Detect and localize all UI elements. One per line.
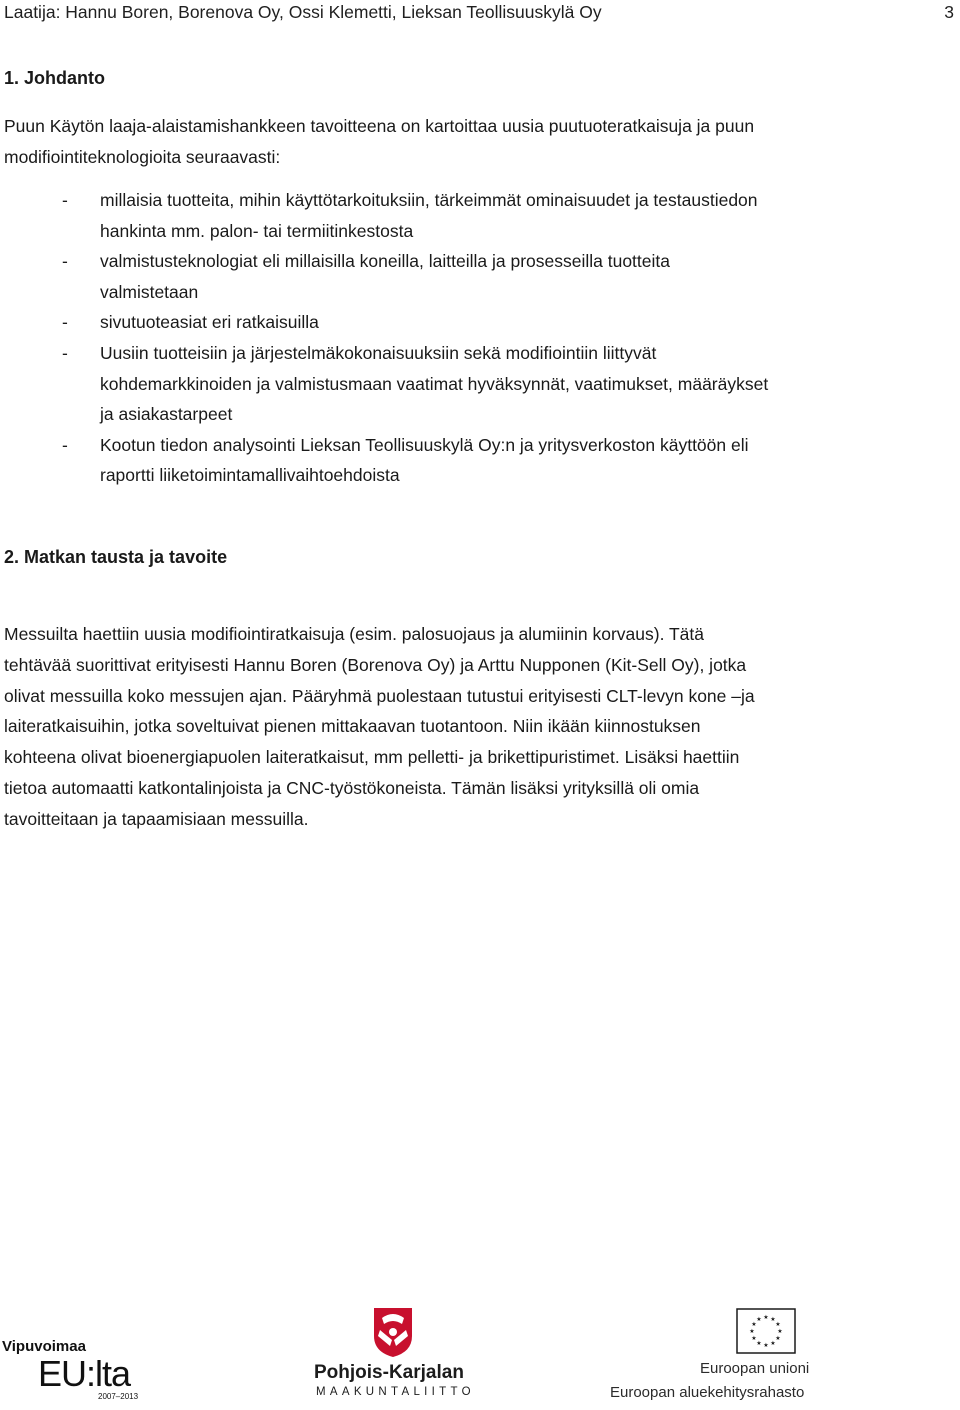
list-dash: -	[62, 251, 68, 272]
list-item-text: Kootun tiedon analysointi Lieksan Teollisuuskylä Oy:n ja yritysverkoston käyttöön eli	[100, 434, 749, 455]
svg-text:★: ★	[770, 1316, 776, 1323]
pohjois-karjalan-text: Pohjois-Karjalan	[314, 1362, 464, 1383]
list-item	[4, 246, 954, 307]
years-text: 2007–2013	[98, 1392, 139, 1401]
paragraph-line: tavoitteitaan ja tapaamisiaan messuilla.	[4, 808, 309, 829]
page-header	[4, 0, 956, 24]
vipuvoimaa-eulta-logo	[2, 1338, 142, 1400]
svg-text:★: ★	[749, 1328, 755, 1335]
svg-text:★: ★	[751, 1321, 757, 1328]
list-item-text: millaisia tuotteita, mihin käyttötarkoituksiin, tärkeimmät ominaisuudet ja testaustiedon	[100, 190, 758, 210]
intro-line: modifiointiteknologioita seuraavasti:	[4, 147, 281, 167]
paragraph-line: tehtävää suorittivat erityisesti Hannu Boren (Borenova Oy) ja Arttu Nupponen (Kit-Sell Oy), jotka	[4, 654, 747, 675]
list-item	[4, 307, 954, 338]
list-dash: -	[62, 342, 68, 363]
list-item	[4, 185, 954, 246]
svg-text:★: ★	[770, 1340, 776, 1347]
svg-text:★: ★	[756, 1340, 762, 1347]
eulta-text: EU:lta	[38, 1353, 131, 1394]
european-union-logo	[610, 1308, 820, 1408]
list-dash: -	[62, 312, 68, 333]
author-line: Laatija: Hannu Boren, Borenova Oy, Ossi Klemetti, Lieksan Teollisuuskylä Oy	[4, 2, 602, 22]
svg-text:★: ★	[756, 1316, 762, 1323]
goals-list	[4, 185, 954, 491]
document-body	[4, 62, 954, 835]
intro-line: Puun Käytön laaja-alaistamishankkeen tavoitteena on kartoittaa uusia puutuoteratkaisuja ja puun	[4, 116, 755, 136]
maakuntaliitto-text: MAAKUNTALIITTO	[316, 1386, 475, 1398]
eu-flag-icon	[736, 1308, 796, 1354]
pohjois-karjalan-maakuntaliitto-logo	[310, 1306, 480, 1406]
list-item	[4, 338, 954, 430]
page-number: 3	[944, 2, 954, 22]
paragraph-line: laiteratkaisuihin, jotka soveltuivat pienen mittakaavan tuotantoon. Niin ikään kiinnostuksen	[4, 716, 701, 737]
list-dash: -	[62, 434, 68, 455]
svg-text:★: ★	[777, 1328, 783, 1335]
section-heading-intro: 1. Johdanto	[4, 68, 106, 88]
paragraph-line: Messuilta haettiin uusia modifiointiratkaisuja (esim. palosuojaus ja alumiinin korvaus). Tätä	[4, 623, 705, 644]
coat-of-arms-icon	[372, 1306, 414, 1358]
euroopan-unioni-text: Euroopan unioni	[700, 1360, 810, 1377]
aluekehitysrahasto-text: Euroopan aluekehitysrahasto	[610, 1384, 805, 1401]
list-item-text: valmistusteknologiat eli millaisilla koneilla, laitteilla ja prosesseilla tuotteita	[100, 251, 670, 272]
intro-paragraph	[4, 111, 954, 173]
list-item-text: hankinta mm. palon- tai termiitinkestosta	[100, 220, 414, 241]
list-item-text: ja asiakastarpeet	[100, 404, 233, 425]
list-item-text: Uusiin tuotteisiin ja järjestelmäkokonaisuuksiin sekä modifiointiin liittyvät	[100, 342, 657, 363]
list-item-text: sivutuoteasiat eri ratkaisuilla	[100, 312, 319, 333]
paragraph-line: olivat messuilla koko messujen ajan. Pääryhmä puolestaan tutustui erityisesti CLT-levyn kone –ja	[4, 685, 755, 706]
svg-text:★: ★	[775, 1335, 781, 1342]
list-item	[4, 430, 954, 491]
list-item-text: valmistetaan	[100, 281, 199, 302]
svg-text:★: ★	[763, 1314, 769, 1321]
vipuvoimaa-text: Vipuvoimaa	[2, 1338, 86, 1355]
list-item-text: raportti liiketoimintamallivaihtoehdoista	[100, 465, 400, 486]
background-paragraph	[4, 619, 954, 835]
section-heading-background: 2. Matkan tausta ja tavoite	[4, 546, 228, 567]
svg-text:★: ★	[763, 1342, 769, 1349]
list-dash: -	[62, 190, 68, 210]
paragraph-line: tietoa automaatti katkontalinjoista ja CNC-työstökoneista. Tämän lisäksi yrityksillä oli omia	[4, 777, 700, 798]
svg-text:★: ★	[751, 1335, 757, 1342]
list-item-text: kohdemarkkinoiden ja valmistusmaan vaatimat hyväksynnät, vaatimukset, määräykset	[100, 373, 769, 394]
svg-text:★: ★	[775, 1321, 781, 1328]
paragraph-line: kohteena olivat bioenergiapuolen laiteratkaisut, mm pelletti- ja brikettipuristimet. Lisäksi haettiin	[4, 747, 740, 768]
